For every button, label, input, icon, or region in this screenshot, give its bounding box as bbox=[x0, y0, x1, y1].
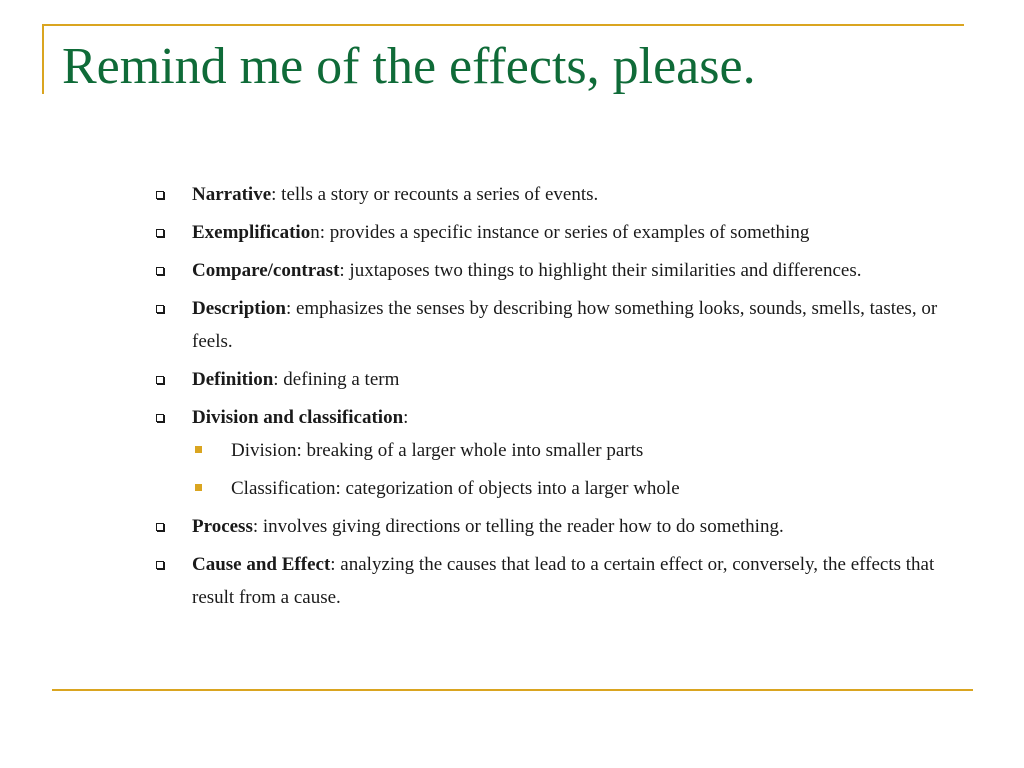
list-item-process bbox=[192, 510, 967, 543]
sub-item-text: Division: breaking of a larger whole into smaller parts bbox=[231, 440, 644, 461]
item-text bbox=[192, 216, 967, 249]
item-description: : emphasizes the senses by describing how something looks, sounds, smells, tastes, or feels. bbox=[192, 298, 938, 352]
bullet-list bbox=[192, 178, 967, 614]
sub-item-text: Classification: categorization of objects into a larger whole bbox=[231, 478, 680, 499]
item-text bbox=[192, 401, 967, 434]
slide-title: Remind me of the effects, please. bbox=[62, 38, 756, 95]
hollow-square-bullet-icon bbox=[156, 267, 164, 275]
hollow-square-bullet-icon bbox=[156, 305, 164, 313]
item-description: n: provides a specific instance or series of examples of something bbox=[310, 222, 810, 243]
list-item-narrative bbox=[192, 178, 967, 211]
item-text bbox=[192, 178, 967, 211]
item-term: Narrative bbox=[192, 184, 272, 205]
sub-list-item-division bbox=[192, 434, 967, 467]
top-rule bbox=[42, 24, 964, 26]
item-description: : defining a term bbox=[273, 369, 400, 390]
item-term: Compare/contrast bbox=[192, 260, 340, 281]
item-term: Cause and Effect bbox=[192, 554, 331, 575]
item-description: : analyzing the causes that lead to a certain effect or, conversely, the effects that result from a cause. bbox=[192, 554, 935, 608]
list-item-description bbox=[192, 292, 967, 358]
hollow-square-bullet-icon bbox=[156, 523, 164, 531]
hollow-square-bullet-icon bbox=[156, 561, 164, 569]
item-text bbox=[192, 254, 967, 287]
item-description: : bbox=[403, 407, 409, 428]
item-description: : juxtaposes two things to highlight their similarities and differences. bbox=[339, 260, 862, 281]
left-rule bbox=[42, 24, 44, 94]
sub-list bbox=[192, 434, 967, 505]
list-item-definition bbox=[192, 363, 967, 396]
list-item-exemplification bbox=[192, 216, 967, 249]
hollow-square-bullet-icon bbox=[156, 376, 164, 384]
list-item-cause-effect bbox=[192, 548, 967, 614]
item-text bbox=[192, 510, 967, 543]
hollow-square-bullet-icon bbox=[156, 191, 164, 199]
hollow-square-bullet-icon bbox=[156, 414, 164, 422]
item-term: Division and classification bbox=[192, 407, 404, 428]
item-text bbox=[192, 548, 967, 614]
filled-square-bullet-icon bbox=[195, 446, 202, 453]
filled-square-bullet-icon bbox=[195, 484, 202, 491]
item-term: Process bbox=[192, 516, 253, 537]
hollow-square-bullet-icon bbox=[156, 229, 164, 237]
item-term: Exemplificatio bbox=[192, 222, 311, 243]
item-description: : involves giving directions or telling the reader how to do something. bbox=[252, 516, 784, 537]
list-item-compare-contrast bbox=[192, 254, 967, 287]
item-term: Definition bbox=[192, 369, 274, 390]
item-text bbox=[192, 292, 967, 358]
item-description: : tells a story or recounts a series of events. bbox=[271, 184, 599, 205]
bullet-content bbox=[192, 178, 967, 619]
list-item-division-classification bbox=[192, 401, 967, 505]
sub-list-item-classification bbox=[192, 472, 967, 505]
item-text bbox=[192, 363, 967, 396]
item-term: Description bbox=[192, 298, 286, 319]
bottom-rule bbox=[52, 689, 973, 691]
